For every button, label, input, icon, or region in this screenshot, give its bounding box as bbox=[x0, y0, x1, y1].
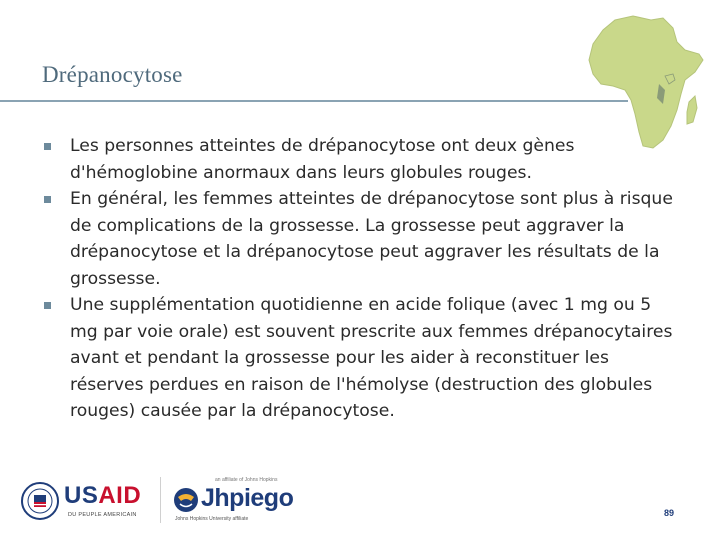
bullet-marker bbox=[44, 302, 51, 309]
bullet-marker bbox=[44, 196, 51, 203]
jhpiego-tagline: Johns Hopkins University affiliate bbox=[175, 516, 249, 522]
page-number: 89 bbox=[664, 508, 675, 518]
bullet-text: En général, les femmes atteintes de drépanocytose sont plus à risque de complications de la grossesse. La grossesse peut aggraver la drépanocytose et la drépanocytose peut aggraver les résultats de la grossesse. bbox=[70, 189, 673, 289]
title-underline bbox=[0, 100, 628, 102]
jhpiego-wordmark: Jhpiego bbox=[201, 484, 294, 512]
bullet-item bbox=[44, 133, 684, 186]
usaid-aid: AID bbox=[98, 482, 142, 509]
jhpiego-globe-icon bbox=[173, 487, 199, 513]
slide-title: Drépanocytose bbox=[42, 62, 183, 87]
bullet-item bbox=[44, 292, 684, 425]
usaid-tagline: DU PEUPLE AMERICAIN bbox=[68, 512, 137, 518]
bullet-list bbox=[44, 133, 684, 425]
jhpiego-top-line: an affiliate of Johns Hopkins bbox=[215, 477, 278, 483]
bullet-item bbox=[44, 186, 684, 292]
usaid-seal-icon bbox=[20, 481, 60, 521]
partner-logos bbox=[20, 475, 300, 525]
bullet-marker bbox=[44, 143, 51, 150]
usaid-us: US bbox=[64, 482, 99, 509]
bullet-text: Les personnes atteintes de drépanocytose ont deux gènes d'hémoglobine anormaux dans leurs globules rouges. bbox=[70, 136, 575, 183]
logo-divider bbox=[160, 477, 161, 523]
bullet-text: Une supplémentation quotidienne en acide folique (avec 1 mg ou 5 mg par voie orale) est souvent prescrite aux femmes drépanocytaires avant et pendant la grossesse pour les aider à reconstituer les réserves perdues en raison de l'hémolyse (destruction des globules rouges) causée par la drépanocytose. bbox=[70, 295, 673, 421]
usaid-wordmark bbox=[64, 482, 141, 510]
